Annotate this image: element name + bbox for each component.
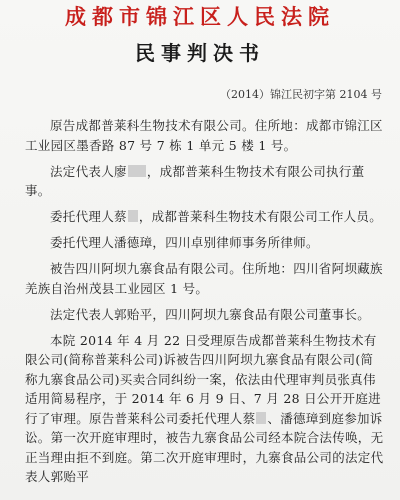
paragraph-procedure bbox=[25, 331, 385, 487]
agent-2-text: 委托代理人潘德璋，四川卓别律师事务所律师。 bbox=[50, 235, 319, 250]
court-name-heading: 成都市锦江区人民法院 bbox=[65, 4, 335, 29]
defendant-text: 被告四川阿坝九寨食品有限公司。住所地：四川省阿坝藏族羌族自治州茂县工业园区 1 号。 bbox=[25, 261, 383, 296]
paragraph-defendant bbox=[25, 259, 385, 298]
procedure-text-b: 、潘德璋到庭参加诉讼。第一次开庭审理时，被告九寨食品公司经本院合法传唤，无正当理由拒不到庭。第二次开庭审理时，九寨食品公司的法定代表人郭贻平 bbox=[25, 410, 384, 484]
procedure-text-a: 本院 2014 年 4 月 22 日受理原告成都普莱科生物技术有限公司(简称普莱科公司)诉被告四川阿坝九寨食品有限公司(简称九寨食品公司)买卖合同纠纷一案，依法由代理审判员张真伟适用简易程序，于 2014 年 6 月 9 日、7 月 28 日公开开庭进行了审理。原告普莱科公司委托代理人蔡 bbox=[25, 332, 381, 426]
legal-rep-text-a: 法定代表人廖 bbox=[50, 163, 127, 179]
agent-1-text-a: 委托代理人蔡 bbox=[50, 209, 127, 224]
legal-rep-text-b: ，成都普莱科生物技术有限公司执行董事。 bbox=[25, 163, 365, 198]
redaction-block bbox=[256, 412, 266, 424]
paragraph-agent-2 bbox=[25, 233, 385, 253]
paragraph-legal-rep bbox=[25, 162, 385, 201]
document-type-heading: 民事判决书 bbox=[135, 41, 265, 65]
agent-1-text-b: ，成都普莱科生物技术有限公司工作人员。 bbox=[138, 209, 383, 224]
paragraph-agent-1 bbox=[25, 207, 385, 227]
redaction-block bbox=[128, 210, 138, 222]
defendant-rep-text: 法定代表人郭贻平，四川阿坝九寨食品有限公司董事长。 bbox=[50, 306, 371, 322]
judgment-body bbox=[25, 116, 385, 493]
redaction-block bbox=[128, 165, 146, 177]
paragraph-defendant-rep bbox=[25, 305, 385, 325]
case-number: （2014）锦江民初字第 2104 号 bbox=[220, 88, 382, 101]
paragraph-plaintiff bbox=[25, 116, 385, 155]
plaintiff-text: 原告成都普莱科生物技术有限公司。住所地：成都市锦江区工业园区墨香路 87 号 7 栋 1 单元 5 楼 1 号。 bbox=[25, 118, 383, 153]
